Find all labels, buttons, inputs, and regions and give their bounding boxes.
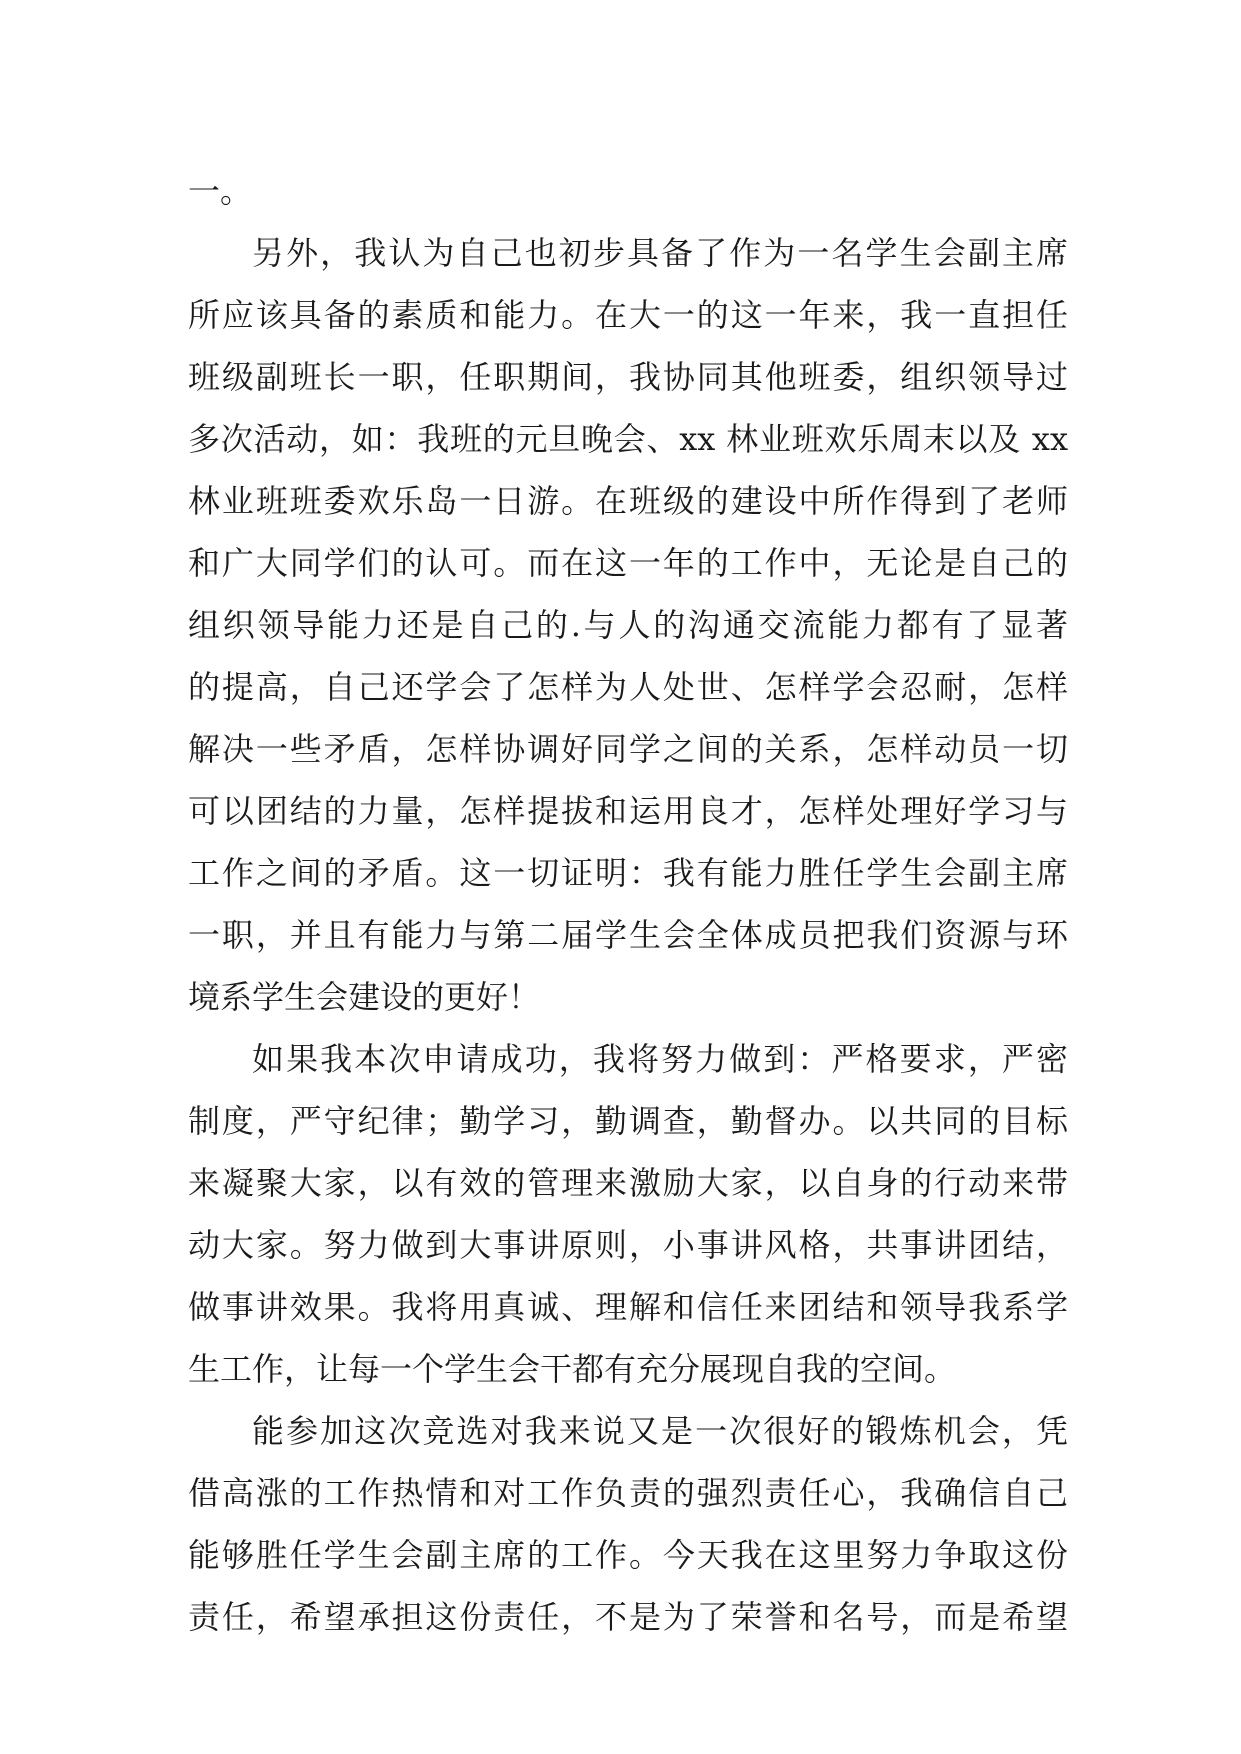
text-line: 多次活动，如：我班的元旦晚会、xx 林业班欢乐周末以及 xx: [188, 420, 1068, 458]
text-line: 林业班班委欢乐岛一日游。在班级的建设中所作得到了老师: [188, 482, 1068, 520]
text-line: 解决一些矛盾，怎样协调好同学之间的关系，怎样动员一切: [188, 730, 1068, 768]
text-line: 一。: [188, 172, 253, 210]
text-line: 境系学生会建设的更好！: [188, 978, 541, 1016]
text-line: 如果我本次申请成功，我将努力做到：严格要求，严密: [252, 1040, 1068, 1078]
text-line: 责任，希望承担这份责任，不是为了荣誉和名号，而是希望: [188, 1598, 1068, 1636]
document-body: [188, 160, 1068, 1648]
text-line: 动大家。努力做到大事讲原则，小事讲风格，共事讲团结，: [188, 1226, 1068, 1264]
text-line: 做事讲效果。我将用真诚、理解和信任来团结和领导我系学: [188, 1288, 1068, 1326]
text-line: 来凝聚大家，以有效的管理来激励大家，以自身的行动来带: [188, 1164, 1068, 1202]
text-line: 组织领导能力还是自己的.与人的沟通交流能力都有了显著: [188, 606, 1068, 644]
text-line: 一职，并且有能力与第二届学生会全体成员把我们资源与环: [188, 916, 1068, 954]
text-line: 制度，严守纪律；勤学习，勤调查，勤督办。以共同的目标: [188, 1102, 1068, 1140]
text-line: 和广大同学们的认可。而在这一年的工作中，无论是自己的: [188, 544, 1068, 582]
text-line: 能够胜任学生会副主席的工作。今天我在这里努力争取这份: [188, 1536, 1068, 1574]
text-line: 班级副班长一职，任职期间，我协同其他班委，组织领导过: [188, 358, 1068, 396]
text-line: 生工作，让每一个学生会干都有充分展现自我的空间。: [188, 1350, 957, 1388]
text-line: 所应该具备的素质和能力。在大一的这一年来，我一直担任: [188, 296, 1068, 334]
text-line: 的提高，自己还学会了怎样为人处世、怎样学会忍耐，怎样: [188, 668, 1068, 706]
text-line: 借高涨的工作热情和对工作负责的强烈责任心，我确信自己: [188, 1474, 1068, 1512]
text-line: 能参加这次竞选对我来说又是一次很好的锻炼机会，凭: [252, 1412, 1068, 1450]
text-line: 可以团结的力量，怎样提拔和运用良才，怎样处理好学习与: [188, 792, 1068, 830]
text-line: 另外，我认为自己也初步具备了作为一名学生会副主席: [252, 234, 1068, 272]
text-line: 工作之间的矛盾。这一切证明：我有能力胜任学生会副主席: [188, 854, 1068, 892]
